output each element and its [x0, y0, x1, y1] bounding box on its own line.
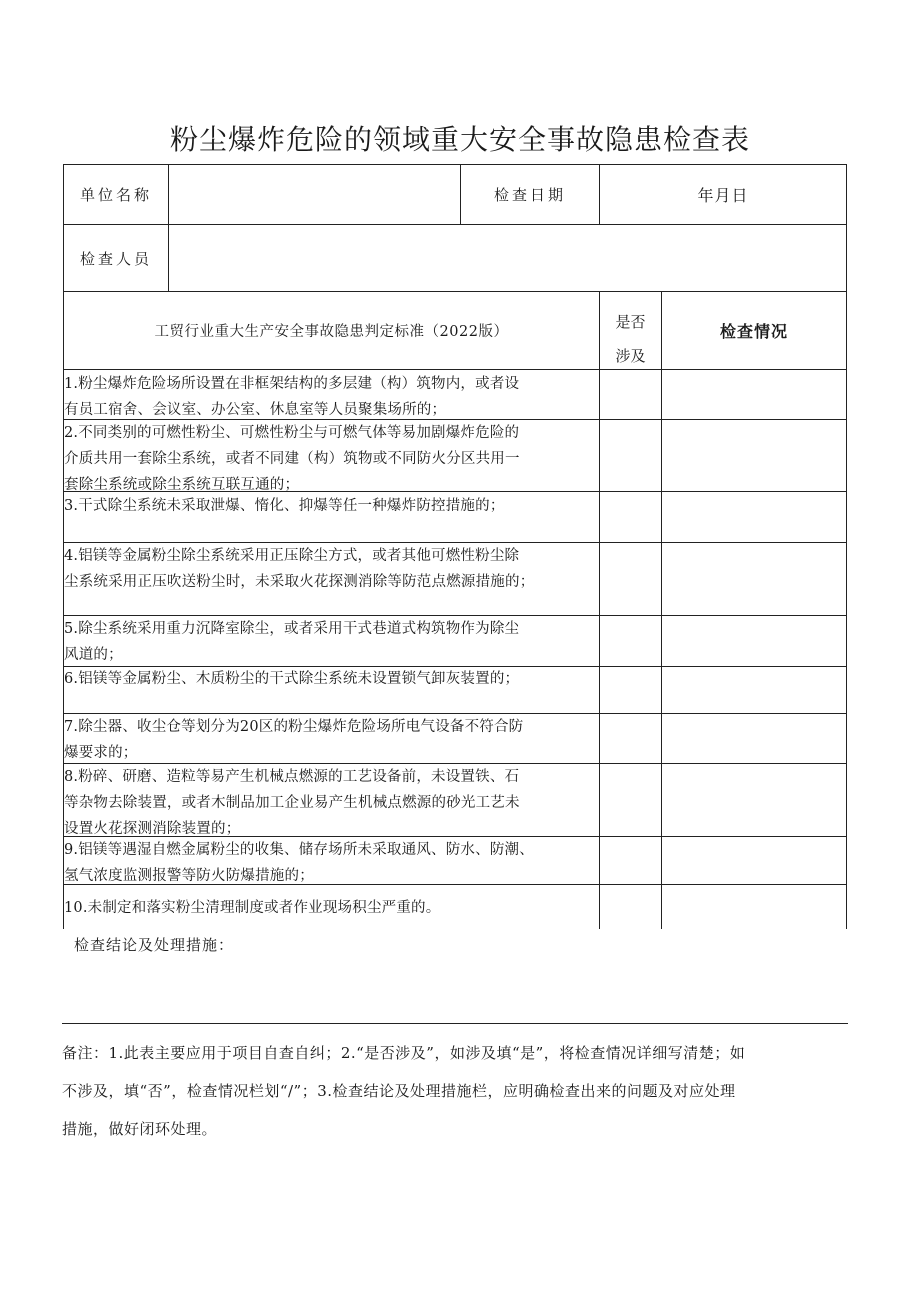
- hazard-item-5: 5.除尘系统采用重力沉降室除尘，或者采用干式巷道式构筑物作为除尘 风道的；: [64, 621, 520, 663]
- status-cell[interactable]: [662, 616, 846, 666]
- hazard-item-10: 10.未制定和落实粉尘清理制度或者作业现场积尘严重的。: [64, 900, 441, 916]
- involved-cell[interactable]: [600, 714, 661, 763]
- inspector-label: 检查人员: [79, 249, 152, 268]
- status-cell[interactable]: [662, 667, 846, 713]
- involved-cell[interactable]: [600, 764, 661, 836]
- inspection-date-field[interactable]: 年月日: [697, 186, 749, 205]
- involved-cell[interactable]: [600, 492, 661, 542]
- footnote: 备注：1.此表主要应用于项目自查自纠；2.“是否涉及”，如涉及填“是”，将检查情况详细写清楚；如 不涉及，填“否”，检查情况栏划“/”；3.检查结论及处理措施栏，应明确检查出来的问题及对应处理 措施，做好闭环处理。: [62, 1044, 746, 1138]
- involved-cell[interactable]: [600, 420, 661, 491]
- hazard-item-7: 7.除尘器、收尘仓等划分为20区的粉尘爆炸危险场所电气设备不符合防 爆要求的；: [64, 719, 524, 761]
- status-cell[interactable]: [662, 837, 846, 884]
- hazard-item-1: 1.粉尘爆炸危险场所设置在非框架结构的多层建（构）筑物内，或者设 有员工宿舍、会议室、办公室、休息室等人员聚集场所的；: [64, 376, 520, 418]
- involved-cell[interactable]: [600, 885, 661, 929]
- page-title: 粉尘爆炸危险的领域重大安全事故隐患检查表: [169, 123, 750, 156]
- conclusion-field[interactable]: [64, 960, 846, 1016]
- standard-column-header: 工贸行业重大生产安全事故隐患判定标准（2022版）: [154, 324, 509, 340]
- hazard-item-8: 8.粉碎、研磨、造粒等易产生机械点燃源的工艺设备前，未设置铁、石 等杂物去除装置，或者木制品加工企业易产生机械点燃源的砂光工艺未 设置火花探测消除装置的；: [64, 769, 520, 837]
- inspector-field[interactable]: [169, 225, 846, 291]
- involved-cell[interactable]: [600, 667, 661, 713]
- hazard-item-4: 4.铝镁等金属粉尘除尘系统采用正压除尘方式，或者其他可燃性粉尘除 尘系统采用正压吹送粉尘时，未采取火花探测消除等防范点燃源措施的；: [64, 548, 535, 590]
- inspection-date-label: 检查日期: [493, 186, 566, 204]
- involved-cell[interactable]: [600, 543, 661, 615]
- hazard-item-9: 9.铝镁等遇湿自燃金属粉尘的收集、储存场所未采取通风、防水、防潮、 氢气浓度监测报警等防火防爆措施的；: [64, 842, 534, 884]
- status-cell[interactable]: [662, 885, 846, 929]
- status-cell[interactable]: [662, 543, 846, 615]
- involved-cell[interactable]: [600, 370, 661, 419]
- involved-column-header: 是否 涉及: [615, 313, 646, 365]
- hazard-item-6: 6.铝镁等金属粉尘、木质粉尘的干式除尘系统未设置锁气卸灰装置的；: [64, 671, 520, 687]
- involved-cell[interactable]: [600, 837, 661, 884]
- note-divider: [62, 1023, 848, 1024]
- status-cell[interactable]: [662, 370, 846, 419]
- unit-name-label: 单位名称: [79, 186, 152, 204]
- hazard-item-2: 2.不同类别的可燃性粉尘、可燃性粉尘与可燃气体等易加剧爆炸危险的 介质共用一套除尘系统，或者不同建（构）筑物或不同防火分区共用一 套除尘系统或除尘系统互联互通的；: [64, 425, 520, 493]
- hazard-item-3: 3.干式除尘系统未采取泄爆、惰化、抑爆等任一种爆炸防控措施的；: [64, 498, 505, 514]
- status-cell[interactable]: [662, 492, 846, 542]
- status-cell[interactable]: [662, 420, 846, 491]
- involved-cell[interactable]: [600, 616, 661, 666]
- unit-name-field[interactable]: [169, 165, 460, 224]
- status-cell[interactable]: [662, 714, 846, 763]
- status-column-header: 检查情况: [719, 322, 788, 341]
- status-cell[interactable]: [662, 764, 846, 836]
- conclusion-label: 检查结论及处理措施：: [74, 936, 235, 954]
